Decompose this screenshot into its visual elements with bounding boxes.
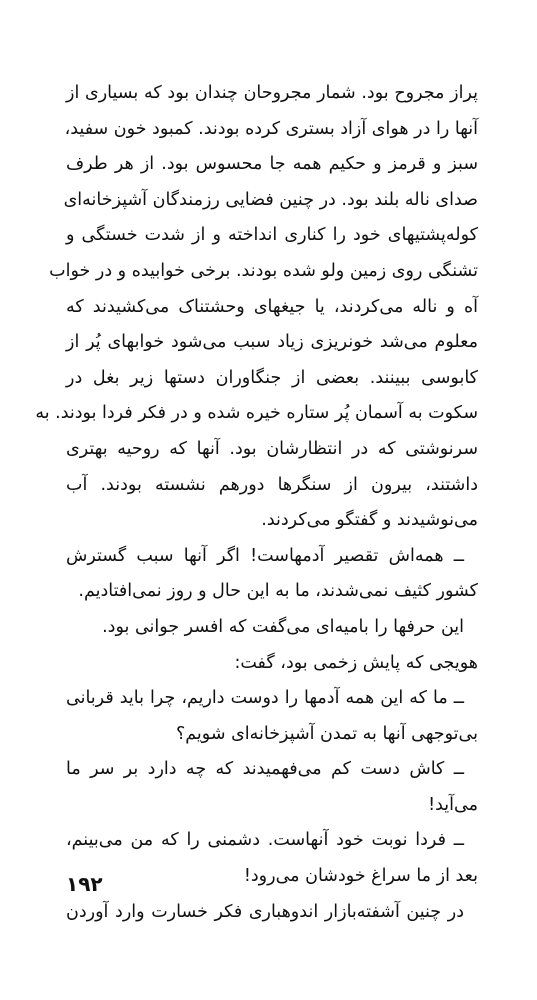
text-line: سرنوشتی که در انتظارشان بود. آنها که روحیه بهتری (66, 438, 478, 459)
text-line: سبز و قرمز و حکیم همه جا محسوس بود. از هر طرف (66, 154, 478, 175)
text-line: معلوم می‌شد خونریزی زیاد سبب می‌شود خوابهای پُر از (66, 332, 478, 353)
text-line: هویجی که پایش زخمی بود، گفت: (234, 652, 478, 673)
text-line: داشتند، بیرون از سنگرها دورهم نشسته بودند. آب (66, 474, 478, 495)
dialogue-line: ــ کاش دست کم می‌فهمیدند که چه دارد بر سر ما (66, 759, 464, 780)
text-line: پراز مجروح بود. شمار مجروحان چندان بود که بسیاری از (66, 83, 478, 103)
text-line: کابوسی ببینند. بعضی از جنگاوران دستها زیر بغل در (66, 367, 478, 388)
text-line: این حرفها را بامیه‌ای می‌گفت که افسر جوانی بود. (102, 616, 464, 637)
text-line: سکوت به آسمان پُر ستاره خیره شده و در فکر فردا بودند. به (35, 403, 478, 424)
text-line: کوله‌پشتیهای خود را کناری انداخته و از شدت خستگی و (66, 225, 478, 246)
dialogue-line: ــ همه‌اش تقصیر آدمهاست! اگر آنها سبب گسترش (66, 545, 464, 566)
text-line: می‌آید! (428, 794, 478, 815)
text-line: آه و ناله می‌کردند، یا جیغهای وحشتناک می‌کشیدند که (66, 296, 478, 317)
text-line: در چنین آشفته‌بازار اندوهباری فکر خسارت وارد آوردن (66, 901, 464, 922)
text-line: تشنگی روی زمین ولو شده بودند. برخی خوابیده و در خواب (49, 260, 478, 281)
dialogue-line: ــ ما که این همه آدمها را دوست داریم، چرا باید قربانی (66, 688, 464, 709)
text-line: بی‌توجهی آنها به تمدن آشپزخانه‌ای شویم؟ (176, 723, 478, 744)
text-line: کشور کثیف نمی‌شدند، ما به این حال و روز نمی‌افتادیم. (78, 581, 478, 602)
text-line: بعد از ما سراغ خودشان می‌رود! (243, 866, 478, 887)
page-number: ۱۹۲ (66, 872, 103, 896)
dialogue-line: ــ فردا نوبت خود آنهاست. دشمنی را که من می‌بینم، (66, 830, 464, 851)
text-line: می‌نوشیدند و گفتگو می‌کردند. (261, 510, 478, 531)
body-text (35, 76, 478, 930)
text-line: آنها را در هوای آزاد بستری کرده بودند. کمبود خون سفید، (64, 118, 478, 139)
text-line: صدای ناله بلند بود. در چنین فضایی رزمندگان آشپزخانه‌ای (63, 189, 478, 210)
